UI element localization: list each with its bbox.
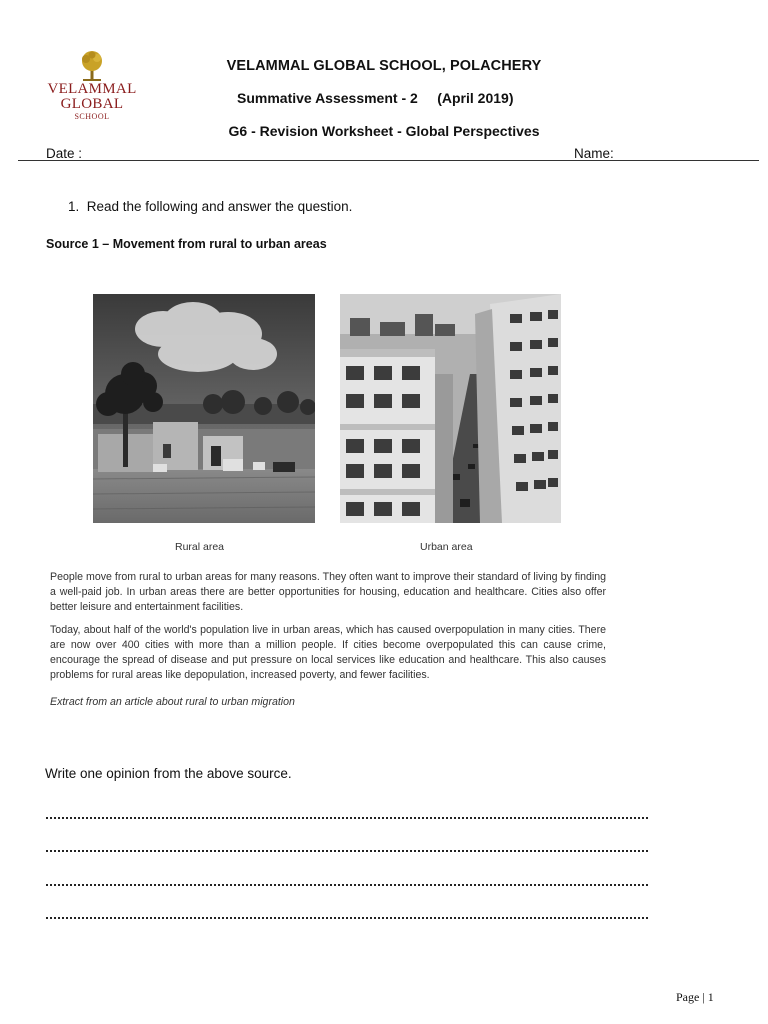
- article-paragraph-2: Today, about half of the world's population live in urban areas, which has caused overpopulation in many cities. There are now over 400 cities with more than a million people. If cities become overpopulated this can cause crime, encourage the spread of disease and put pressure on local services like education and healthcare. This also causes problems for rural areas like depopulation, increased poverty, and fewer facilities.: [50, 624, 606, 681]
- header-divider: [18, 160, 759, 161]
- question-1: 1. Read the following and answer the question.: [68, 199, 353, 214]
- logo-text-line2: GLOBAL: [60, 96, 124, 112]
- page-number: Page | 1: [676, 990, 714, 1004]
- answer-prompt: Write one opinion from the above source.: [45, 766, 292, 781]
- assessment-title: Summative Assessment - 2 (April 2019): [237, 90, 514, 106]
- answer-line-1[interactable]: [46, 817, 648, 819]
- logo-text-line1: VELAMMAL: [47, 81, 137, 97]
- urban-area-caption: Urban area: [420, 541, 473, 553]
- logo-text-line3: SCHOOL: [74, 112, 110, 121]
- answer-line-2[interactable]: [46, 850, 648, 852]
- school-title: VELAMMAL GLOBAL SCHOOL, POLACHERY: [226, 58, 542, 74]
- worksheet-title: G6 - Revision Worksheet - Global Perspectives: [228, 123, 540, 139]
- article-extract-note: Extract from an article about rural to urban migration: [50, 696, 295, 708]
- source-article: [50, 570, 606, 710]
- rural-area-caption: Rural area: [175, 541, 225, 553]
- rural-area-photo: [93, 294, 315, 523]
- date-label: Date :: [46, 146, 83, 161]
- urban-area-photo: [340, 294, 561, 523]
- name-label: Name:: [574, 146, 614, 161]
- answer-line-3[interactable]: [46, 884, 648, 886]
- source-title: Source 1 – Movement from rural to urban areas: [46, 237, 327, 251]
- answer-line-4[interactable]: [46, 917, 648, 919]
- article-paragraph-1: People move from rural to urban areas for many reasons. They often want to improve their standard of living by finding a well-paid job. In urban areas there are better opportunities for housing, education and healthcare. Cities also offer better leisure and entertainment facilities.: [50, 571, 606, 613]
